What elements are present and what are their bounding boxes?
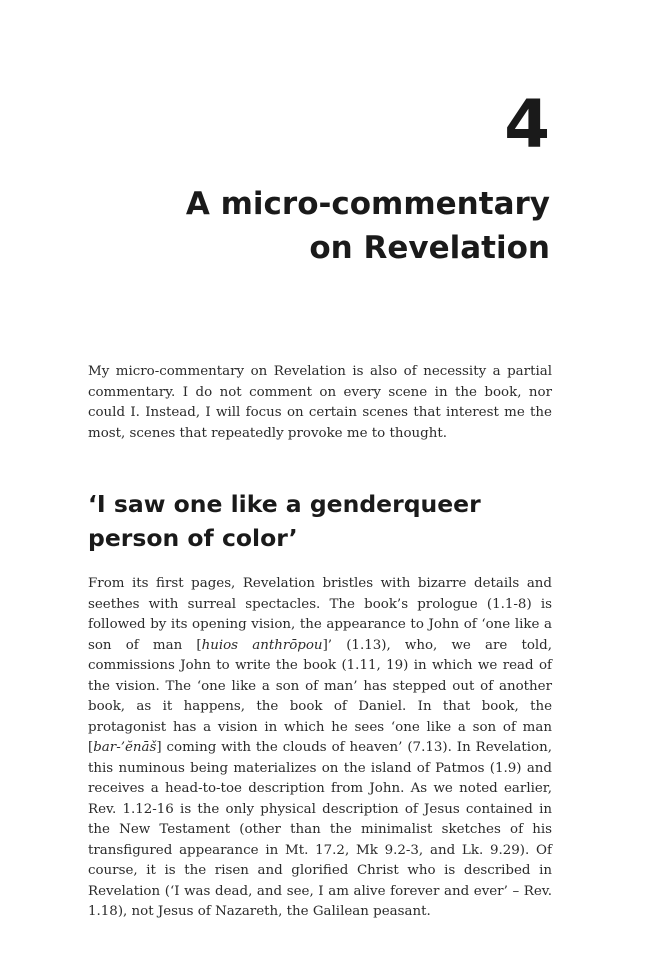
chapter-number: 4 [504,86,550,163]
section-paragraph [88,574,552,923]
section-heading-line-1: ‘I saw one like a genderqueer [88,490,481,518]
greek-term: huios anthrōpou [201,637,323,653]
paragraph-text-part-2: ]’ (1.13), who, we are told, commissions John to write the book (1.11, 19) in which we read of the vision. The ‘one like a son of man’ has stepped out of another book, as it happens, the book of Daniel. In that book, the protagonist has a vision in which he sees ‘one like a son of man [ [88,637,553,755]
section-heading-line-2: person of color’ [88,524,298,552]
chapter-title-line-2: on Revelation [309,230,550,266]
chapter-title [130,182,550,270]
chapter-title-line-1: A micro-commentary [185,186,550,222]
paragraph-text-part-1: From its first pages, Revelation bristles with bizarre details and seethes with surreal spectacles. The book’s prologue (1.1-8) is followed by its opening vision, the appearance to John of ‘one like a son of man [ [88,576,552,653]
section-heading [88,487,558,555]
intro-paragraph: My micro-commentary on Revelation is also of necessity a partial commentary. I do not comment on every scene in the book, nor could I. Instead, I will focus on certain scenes that interest me the most, scenes that repeatedly provoke me to thought. [88,364,552,441]
aramaic-term: bar-’ĕnāš [93,740,157,755]
paragraph-text-part-3: ] coming with the clouds of heaven’ (7.13). In Revelation, this numinous being materializes on the island of Patmos (1.9) and receives a head-to-toe description from John. As we noted earlier, Rev. 1.12-16 is the only physical description of Jesus contained in the New Testament (other than the minimalist sketches of his transfigured appearance in Mt. 17.2, Mk 9.2-3, and Lk. 9.29). Of course, it is the risen and glorified Christ who is described in Revelation (‘I was dead, and see, I am alive forever and ever’ – Rev. 1.18), not Jesus of Nazareth, the Galilean peasant. [88,740,552,919]
